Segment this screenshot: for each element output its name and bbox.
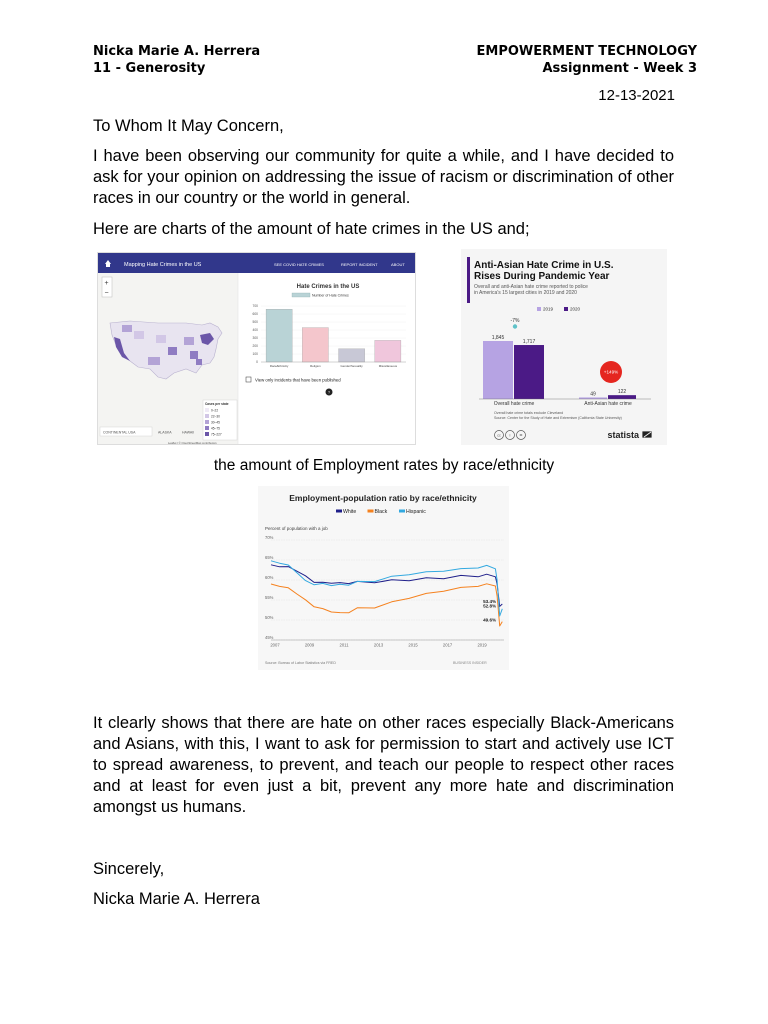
- legend-swatch: [564, 307, 568, 311]
- legend-item: 0–22: [211, 408, 219, 413]
- y-tick-label: 50%: [265, 614, 274, 620]
- closing: Sincerely,: [93, 860, 165, 878]
- legend-item: 75–227: [211, 432, 222, 437]
- y-tick-label: 600: [252, 312, 258, 317]
- info-icon: i: [509, 432, 511, 438]
- bar[interactable]: [339, 349, 365, 362]
- end-value-label: 52.8%: [483, 603, 497, 609]
- legend-swatch: [205, 408, 209, 412]
- employment-intro: the amount of Employment rates by race/ethnicity: [213, 457, 555, 474]
- x-tick-label: Miscellaneous: [378, 364, 398, 368]
- x-tick-label: Race/Ethnicity: [269, 364, 289, 368]
- legend-swatch: [368, 510, 374, 513]
- x-tick-label: 2015: [408, 642, 418, 648]
- zoom-in-button[interactable]: +: [104, 280, 109, 287]
- assignment-name: Assignment - Week 3: [542, 61, 697, 76]
- bar[interactable]: [302, 328, 328, 362]
- y-tick-label: 700: [252, 304, 258, 309]
- legend-swatch: [399, 510, 405, 513]
- intro-paragraph: I have been observing our community for quite a while, and I have decided to ask for your opinion on addressing the issue of racism or discrimination of other races in our country or the world in general.: [93, 147, 674, 207]
- nav-link-report[interactable]: REPORT INCIDENT: [341, 262, 378, 267]
- map-tab-continental[interactable]: CONTINENTAL USA: [103, 430, 136, 435]
- legend-swatch: [336, 510, 342, 513]
- y-tick-label: 65%: [265, 554, 274, 560]
- x-tick-label: 2017: [442, 642, 453, 648]
- bar[interactable]: [579, 397, 607, 399]
- zoom-out-button[interactable]: −: [104, 290, 109, 297]
- employment-source: Source: Bureau of Labor Statistics via FRED: [265, 661, 336, 665]
- letter-date: 12-13-2021: [598, 87, 675, 104]
- legend-item: 30–45: [211, 420, 220, 425]
- map-tab-alaska[interactable]: ALASKA: [158, 430, 172, 435]
- y-tick-label: 45%: [265, 634, 274, 640]
- signature: Nicka Marie A. Herrera: [93, 890, 260, 908]
- y-tick-label: 200: [252, 344, 258, 349]
- author-name: Nicka Marie A. Herrera: [93, 44, 261, 59]
- end-value-label: 53.4%: [483, 598, 497, 604]
- annotation-decline: -7%: [510, 318, 520, 324]
- note-1: Overall hate crime totals exclude Cleveland: [494, 411, 564, 415]
- legend-item: 45–75: [211, 426, 220, 431]
- legend-label: Black: [374, 508, 388, 515]
- y-tick-label: 70%: [265, 534, 274, 540]
- help-icon-glyph: ?: [327, 389, 331, 395]
- nav-title: Mapping Hate Crimes in the US: [124, 262, 202, 268]
- employment-chart-title: Employment-population ratio by race/ethnicity: [289, 493, 477, 503]
- statista-logo: statista: [607, 430, 639, 440]
- end-value-label: 49.6%: [483, 617, 497, 623]
- anti-asian-chart-svg: [461, 249, 667, 445]
- bar[interactable]: [266, 309, 292, 362]
- header-right: [477, 43, 698, 77]
- subject-name: EMPOWERMENT TECHNOLOGY: [476, 44, 697, 59]
- legend-label: 2020: [570, 306, 581, 312]
- value-label: 1,845: [491, 335, 505, 341]
- section-name: 11 - Generosity: [93, 61, 206, 76]
- hate-crimes-map-figure: [97, 252, 416, 445]
- title-accent-bar: [467, 257, 470, 303]
- legend-swatch: [205, 426, 209, 430]
- y-tick-label: 0: [256, 360, 258, 365]
- note-2: Source: Center for the Study of Hate and Extremism (California State University): [494, 416, 622, 420]
- statista-logo-icon: [642, 431, 652, 438]
- employment-chart-figure: [258, 486, 509, 670]
- annotation-dot: [513, 324, 517, 328]
- anti-asian-subtitle: Overall and anti-Asian hate crime reported to police in America's 15 largest cities in 2019 and 2020: [474, 284, 588, 296]
- published-checkbox[interactable]: [246, 377, 251, 382]
- business-insider-logo: BUSINESS INSIDER: [453, 661, 487, 665]
- employment-chart-svg: [258, 486, 509, 670]
- annotation-increase: +149%: [603, 369, 619, 375]
- legend-title: Cases per state: [205, 402, 229, 406]
- legend-label: Hispanic: [406, 508, 426, 515]
- y-tick-label: 500: [252, 320, 258, 325]
- category-label: Overall hate crime: [493, 401, 535, 407]
- anti-asian-title: Anti-Asian Hate Crime in U.S. Rises During Pandemic Year: [474, 260, 614, 282]
- x-tick-label: 2013: [373, 642, 384, 648]
- bar-legend-label: Number of Hate Crimes: [312, 293, 349, 298]
- x-tick-label: 2009: [304, 642, 315, 648]
- bar-chart-title: Hate Crimes in the US: [296, 284, 360, 290]
- y-tick-label: 100: [252, 352, 258, 357]
- legend-swatch: [205, 414, 209, 418]
- map-attribution: Leaflet | © OpenStreetMap contributors: [168, 441, 217, 445]
- bar[interactable]: [608, 395, 636, 399]
- x-tick-label: Religion: [310, 364, 321, 368]
- x-tick-label: 2019: [477, 642, 487, 648]
- legend-label: 2019: [543, 306, 554, 312]
- nd-icon: =: [519, 433, 523, 439]
- legend-label: White: [343, 508, 357, 515]
- nav-link-about[interactable]: ABOUT: [391, 262, 405, 267]
- bar[interactable]: [483, 341, 513, 399]
- x-tick-label: 2007: [270, 642, 280, 648]
- checkbox-label: View only incidents that have been published: [255, 377, 341, 383]
- y-tick-label: 400: [252, 328, 258, 333]
- y-tick-label: 60%: [265, 574, 274, 580]
- bar[interactable]: [514, 345, 544, 399]
- salutation: To Whom It May Concern,: [93, 117, 284, 135]
- category-label: Anti-Asian hate crime: [584, 401, 632, 407]
- bar[interactable]: [375, 340, 401, 362]
- value-label: 122: [617, 389, 627, 396]
- hate-crimes-map-svg: [98, 253, 416, 445]
- y-tick-label: 300: [252, 336, 258, 341]
- cc-icon: cc: [497, 433, 501, 438]
- legend-swatch: [537, 307, 541, 311]
- nav-link-covid[interactable]: SEE COVID HATE CRIMES: [274, 262, 324, 267]
- x-tick-label: Gender/Sexuality: [340, 364, 363, 368]
- map-tab-hawaii[interactable]: HAWAII: [182, 430, 195, 435]
- employment-chart-subtitle: Percent of population with a job: [265, 526, 328, 531]
- x-tick-label: 2011: [339, 642, 349, 648]
- charts-intro: Here are charts of the amount of hate crimes in the US and;: [93, 220, 530, 238]
- legend-swatch: [205, 420, 209, 424]
- y-tick-label: 55%: [265, 594, 274, 600]
- bar-legend-swatch: [292, 293, 310, 297]
- value-label: 1,717: [522, 339, 536, 346]
- anti-asian-chart-figure: [461, 249, 667, 445]
- legend-swatch: [205, 432, 209, 436]
- header-left: [93, 43, 260, 77]
- body-paragraph: It clearly shows that there are hate on other races especially Black-Americans and Asians, with this, I want to ask for permission to start and actively use ICT to spread awareness, to prevent, and teach our people to respect other races and at least for even just a bit, prevent any more hate and discrimination amongst us humans.: [93, 714, 674, 816]
- value-label: 49: [590, 391, 596, 398]
- legend-item: 22–30: [211, 414, 220, 419]
